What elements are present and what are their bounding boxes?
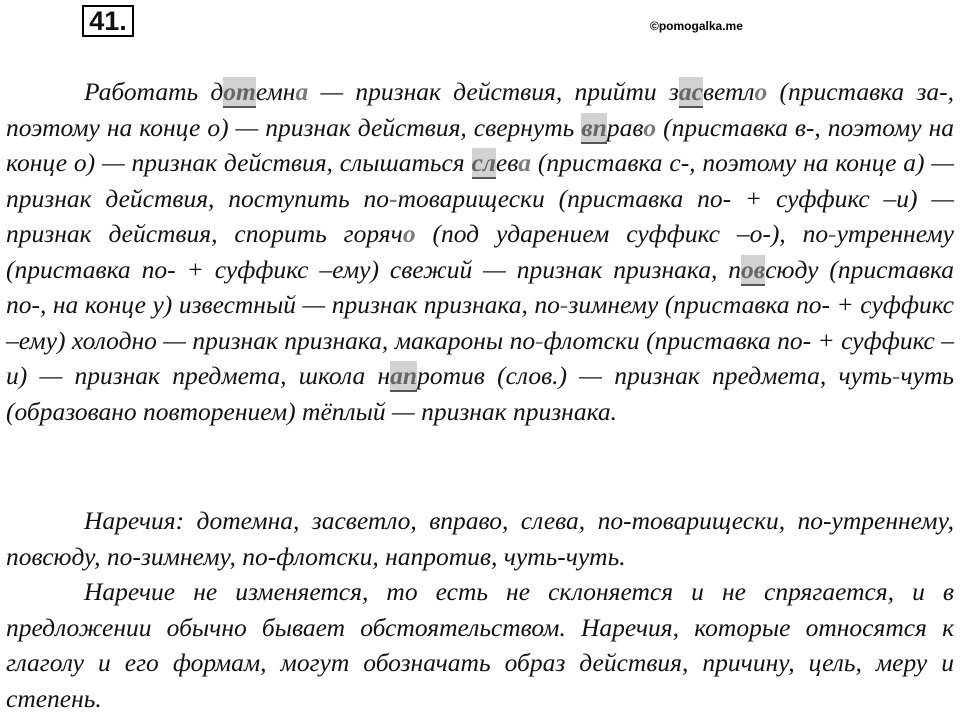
- watermark: ©pomogalka.me: [650, 19, 743, 33]
- text-segment: (приставка в-, поэтому на конце о) — признак действия, слышаться: [6, 112, 955, 177]
- text-segment: флотски (приставка по- + суффикс –и) — признак предмета, школа н: [6, 325, 954, 390]
- text-segment: (под ударением суффикс –о-), по: [415, 219, 829, 248]
- hyphen-highlight: -: [389, 183, 398, 213]
- text-segment: зимнему (приставка по- + суффикс –ему) холодно — признак признака, макароны по: [6, 290, 954, 355]
- suffix-highlight: о: [402, 219, 416, 248]
- text-segment: (приставка с-, поэтому на конце а) — признак действия, поступить по: [6, 148, 954, 213]
- hyphen-highlight: -: [559, 290, 569, 319]
- text-segment: ветл: [702, 77, 755, 106]
- suffix-highlight: а: [518, 148, 532, 177]
- text-segment: — признак действия, прийти з: [308, 77, 679, 106]
- text-segment: ев: [495, 148, 519, 177]
- text-segment: утреннему (приставка по- + суффикс –ему) свежий — признак признака, п: [6, 219, 954, 284]
- text-segment: сюду (приставка по-, на конце у) известный — признак признака, по: [6, 254, 954, 319]
- prefix-highlight: сл: [471, 148, 496, 177]
- prefix-highlight: ас: [678, 77, 703, 106]
- exercise-number: 41.: [82, 5, 134, 37]
- text-segment: товарищески (приставка по- + суффикс –и) — признак действия, спорить горяч: [6, 183, 954, 248]
- suffix-highlight: о: [643, 112, 657, 142]
- adverbs-list-paragraph: Наречия: дотемна, засветло, вправо, слева, по-товарищески, по-утреннему, повсюду, по-зимнему, по-флотски, напротив, чуть-чуть.: [6, 506, 954, 571]
- prefix-highlight: вп: [581, 112, 607, 142]
- hyphen-highlight: -: [891, 361, 901, 390]
- suffix-highlight: о: [754, 77, 768, 106]
- prefix-highlight: от: [223, 77, 256, 106]
- answer-paragraph: [6, 74, 954, 429]
- text-segment: рав: [606, 112, 644, 142]
- text-segment: ротив (слов.) — признак предмета, чуть: [417, 361, 892, 390]
- text-segment: Работать д: [84, 77, 224, 106]
- text-segment: чуть (образовано повторением) тёплый — признак признака.: [6, 361, 954, 426]
- hyphen-highlight: -: [828, 219, 837, 248]
- prefix-highlight: ап: [390, 361, 418, 390]
- text-segment: (приставка за-, поэтому на конце о) — признак действия, свернуть: [6, 77, 955, 142]
- prefix-highlight: ов: [741, 254, 766, 284]
- adverb-rule-paragraph: Наречие не изменяется, то есть не склоняется и не спрягается, и в предложении обычно бывает обстоятельством. Наречия, которые относятся к глаголу и его формам, могут обозначать образ действия, причину, цель, меру и степень.: [6, 577, 954, 713]
- suffix-highlight: а: [295, 77, 309, 106]
- text-segment: емн: [255, 77, 296, 106]
- hyphen-highlight: -: [535, 325, 544, 355]
